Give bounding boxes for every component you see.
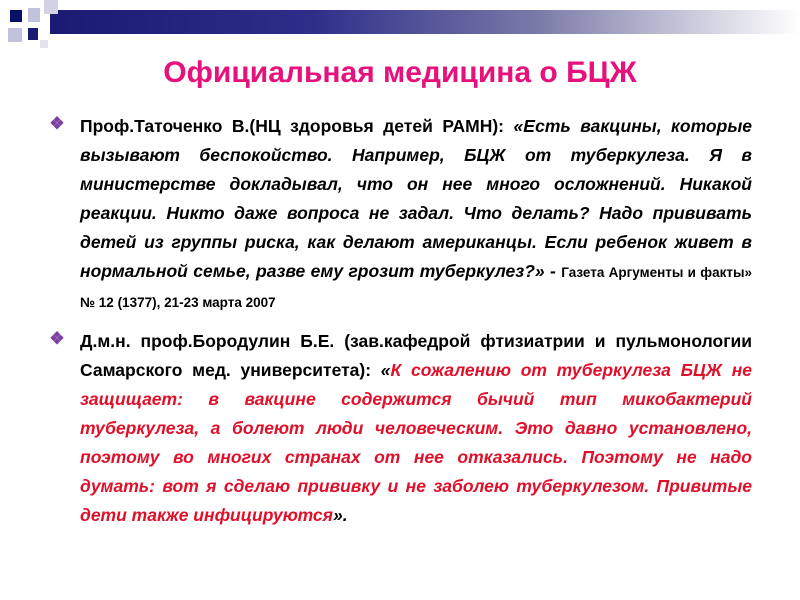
decorative-square bbox=[8, 28, 22, 42]
diamond-bullet-icon: ❖ bbox=[49, 114, 65, 133]
bullet-quote: К сожалению от туберкулеза БЦЖ не защищает: в вакцине содержится бычий тип микобактерий туберкулеза, а болеют люди человеческим. Это давно установлено, поэтому во многих странах от нее отказались. Поэтому не надо думать: вот я сделаю прививку и не заболею туберкулезом. Привитые дети также инфицируются bbox=[80, 360, 752, 525]
decorative-square bbox=[10, 10, 22, 22]
bullet-speaker: Д.м.н. проф.Бородулин Б.Е. (зав.кафедрой фтизиатрии и пульмонологии Самарского мед. университета): bbox=[80, 331, 752, 380]
decorative-square bbox=[28, 28, 38, 40]
header-gradient-bar bbox=[50, 10, 800, 34]
bullet-item-borodulin bbox=[46, 327, 752, 530]
decorative-square bbox=[40, 40, 48, 48]
bullet-quote: «Есть вакцины, которые вызывают беспокойство. Например, БЦЖ от туберкулеза. Я в министерстве докладывал, что он нее много осложнений. Никакой реакции. Никто даже вопроса не задал. Что делать? Надо прививать детей из группы риска, как делают американцы. Если ребенок живет в нормальной семье, разве ему грозит туберкулез?» - bbox=[80, 116, 752, 281]
bullet-list bbox=[46, 112, 752, 530]
bullet-quote-open: « bbox=[380, 360, 391, 380]
bullet-speaker: Проф.Таточенко В.(НЦ здоровья детей РАМН): bbox=[80, 116, 514, 136]
diamond-bullet-icon: ❖ bbox=[49, 329, 65, 348]
bullet-source: Газета Аргументы и факты» № 12 (1377), 21-23 марта 2007 bbox=[80, 265, 752, 310]
bullet-quote-close: ». bbox=[332, 505, 348, 525]
decorative-square bbox=[44, 0, 58, 14]
decorative-square bbox=[28, 8, 40, 22]
bullet-item-tatochenko bbox=[46, 112, 752, 317]
slide-title: Официальная медицина о БЦЖ bbox=[163, 56, 637, 89]
